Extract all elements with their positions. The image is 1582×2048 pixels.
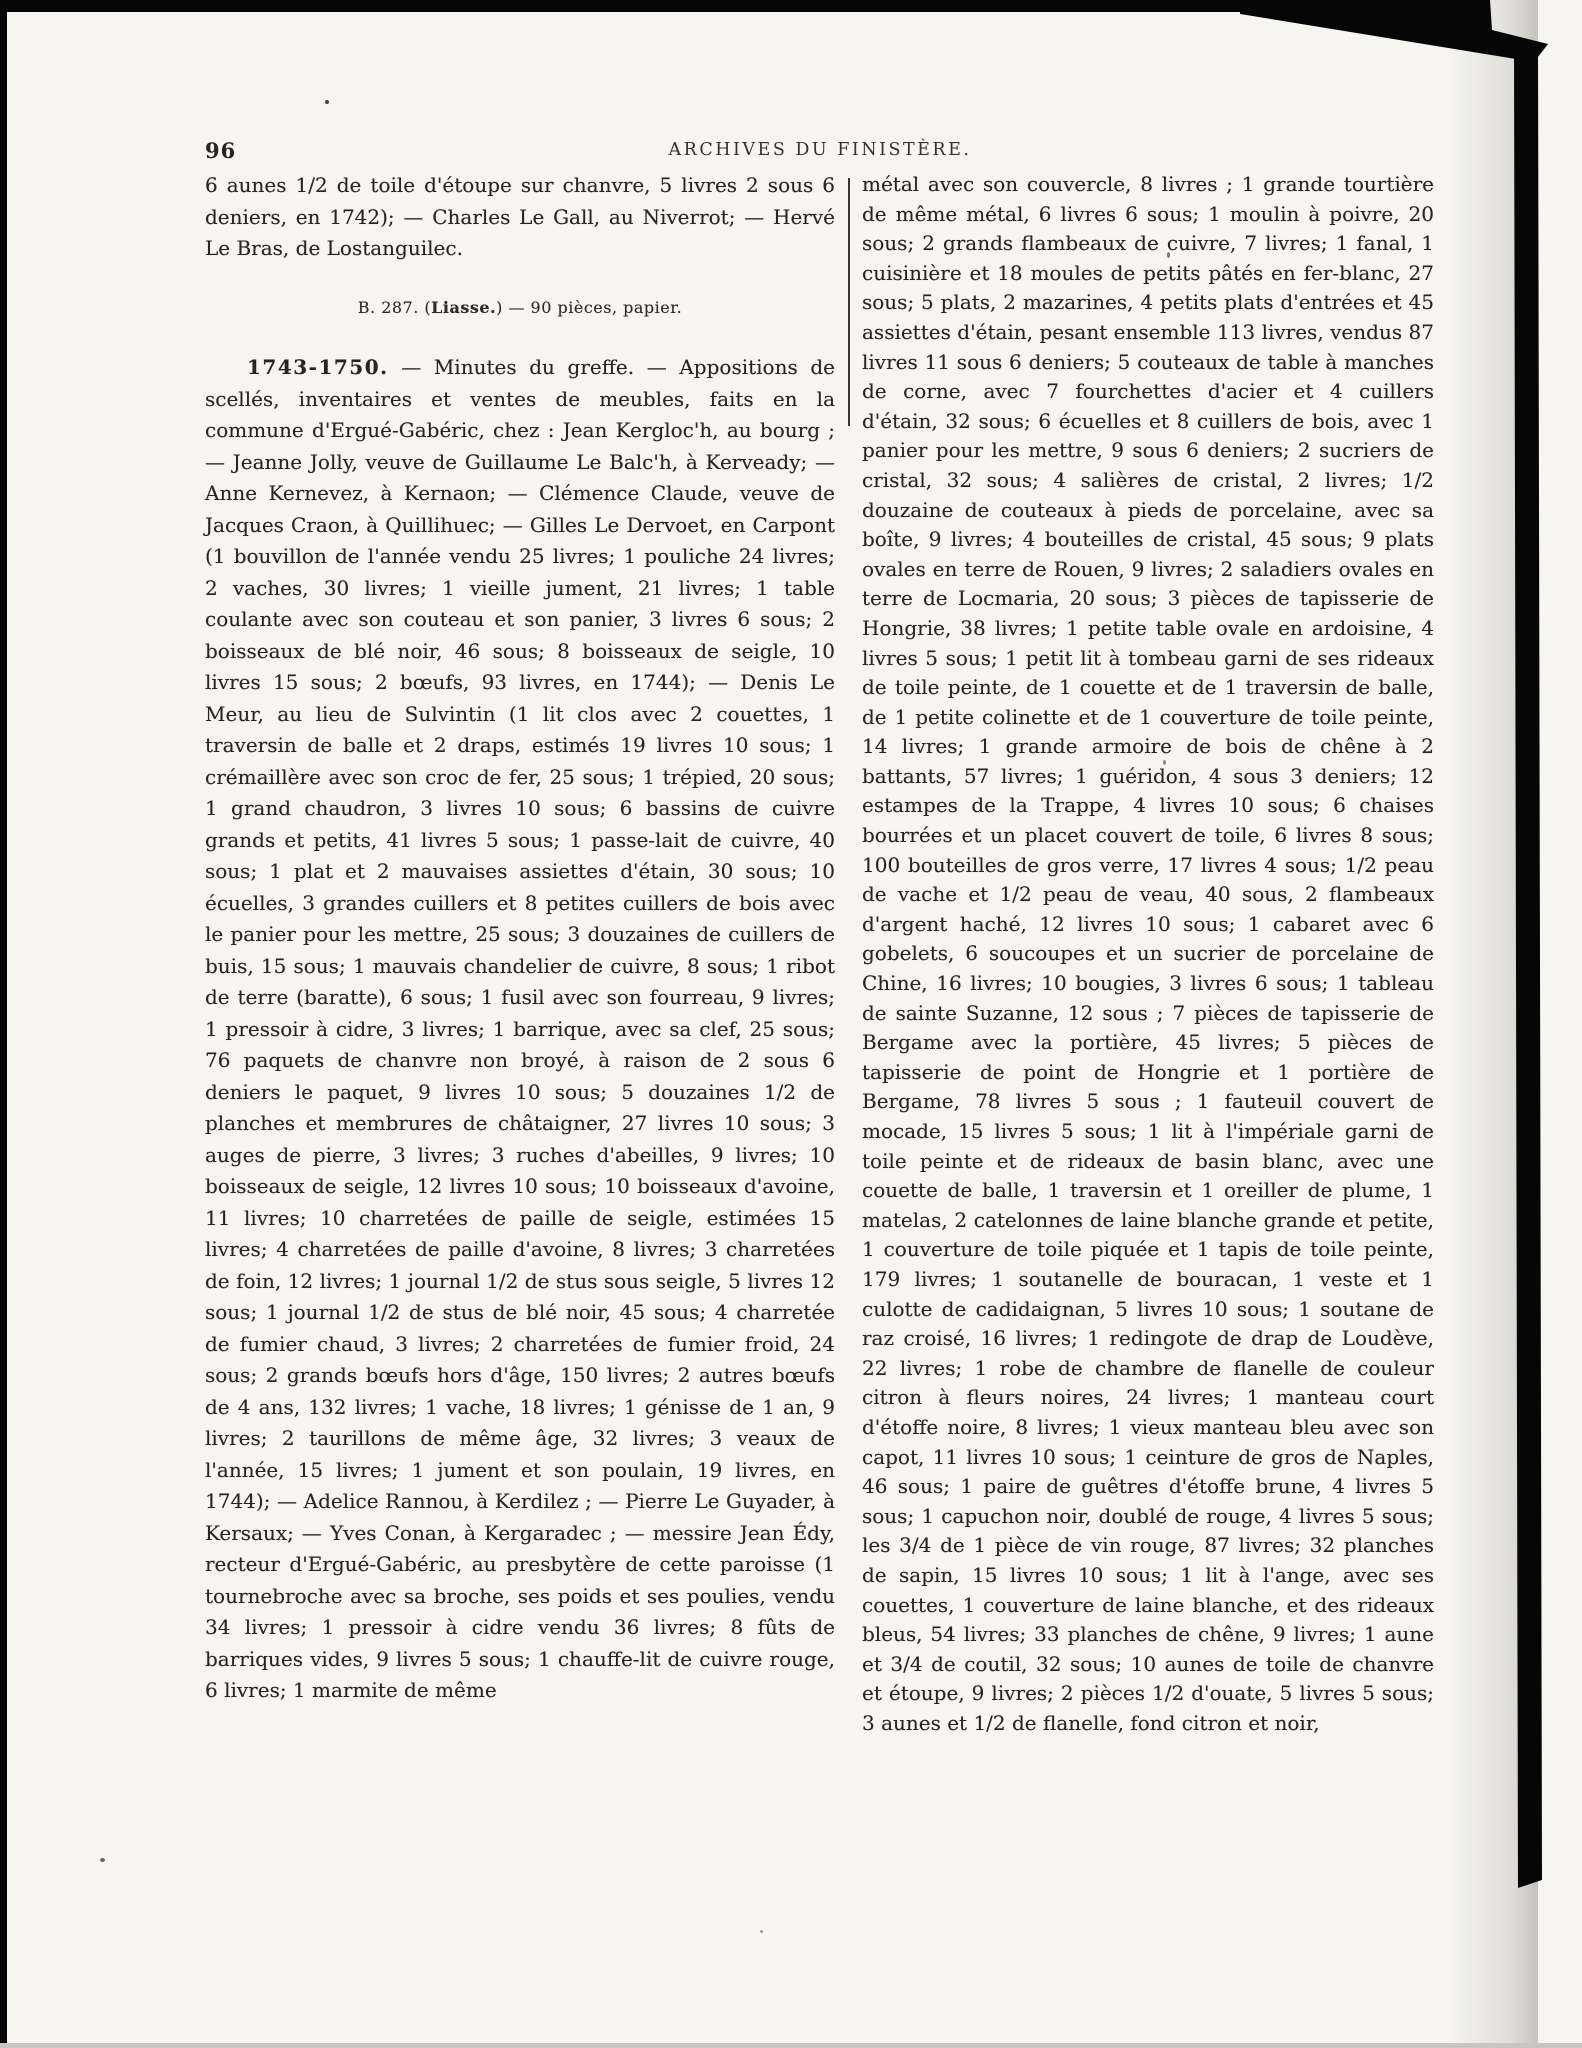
entry-body: — Minutes du greffe. — Appositions de scellés, inventaires et ventes de meubles, faits en la commune d'Ergué-Gabéric, chez : Jean Kergloc'h, au bourg ; — Jeanne Jolly, veuve de Guillaume Le Balc'h, à Kerveady; — Anne Kernevez, à Kernaon; — Clémence Claude, veuve de Jacques Craon, à Quillihuec; — Gilles Le Dervoet, en Carpont (1 bouvillon de l'année vendu 25 livres; 1 pouliche 24 livres; 2 vaches, 30 livres; 1 vieille jument, 21 livres; 1 table coulante avec son couteau et son panier, 3 livres 6 sous; 2 boisseaux de blé noir, 46 sous; 8 boisseaux de seigle, 10 livres 15 sous; 2 bœufs, 93 livres, en 1744); — Denis Le Meur, au lieu de Sulvintin (1 lit clos avec 2 couettes, 1 traversin de balle et 2 draps, estimés 19 livres 10 sous; 1 crémaillère avec son croc de fer, 25 sous; 1 trépied, 20 sous; 1 grand chaudron, 3 livres 10 sous; 6 bassins de cuivre grands et petits, 41 livres 5 sous; 1 passe-lait de cuivre, 40 sous; 1 plat et 2 mauvaises assiettes d'étain, 30 sous; 10 écuelles, 3 grandes cuillers et 8 petites cuillers de bois avec le panier pour les mettre, 25 sous; 3 douzaines de cuillers de buis, 15 sous; 1 mauvais chandelier de cuivre, 8 sous; 1 ribot de terre (baratte), 6 sous; 1 fusil avec son fourreau, 9 livres; 1 pressoir à cidre, 3 livres; 1 barrique, avec sa clef, 25 sous; 76 paquets de chanvre non broyé, à raison de 2 sous 6 deniers le paquet, 9 livres 10 sous; 5 douzaines 1/2 de planches et membrures de châtaigner, 27 livres 10 sous; 3 auges de pierre, 3 livres; 3 ruches d'abeilles, 9 livres; 10 boisseaux de seigle, 12 livres 10 sous; 10 boisseaux d'avoine, 11 livres; 10 charretées de paille de seigle, estimées 15 livres; 4 charretées de paille d'avoine, 8 livres; 3 charretées de foin, 12 livres; 1 journal 1/2 de stus sous seigle, 5 livres 12 sous; 1 journal 1/2 de stus de blé noir, 45 sous; 4 charretée de fumier chaud, 3 livres; 2 charretées de fumier froid, 24 sous; 2 grands bœufs hors d'âge, 150 livres; 2 autres bœufs de 4 ans, 132 livres; 1 vache, 18 livres; 1 génisse de 1 an, 9 livres; 2 taurillons de même âge, 32 livres; 3 veaux de l'année, 15 livres; 1 jument et son poulain, 19 livres, en 1744); — Adelice Rannou, à Kerdilez ; — Pierre Le Guyader, à Kersaux; — Yves Conan, à Kergaradec ; — messire Jean Édy, recteur d'Ergué-Gabéric, au presbytère de cette paroisse (1 tournebroche avec sa broche, ses poids et ses poulies, vendu 34 livres; 1 pressoir à cidre vendu 36 livres; 8 fûts de barriques vides, 9 livres 5 sous; 1 chauffe-lit de cuivre rouge, 6 livres; 1 marmite de même (205, 355, 835, 1702)
continuation-paragraph: 6 aunes 1/2 de toile d'étoupe sur chanvre, 5 livres 2 sous 6 deniers, en 1742); — Charles Le Gall, au Niverrot; — Hervé Le Bras, de Lostanguilec. (205, 173, 835, 260)
scan-speck (325, 100, 329, 104)
liasse-heading-label: Liasse. (431, 297, 497, 317)
entry-date: 1743-1750. (247, 355, 389, 379)
entry-paragraph (205, 352, 835, 1707)
scan-speck (100, 1858, 105, 1862)
entry-continuation-paragraph: métal avec son couvercle, 8 livres ; 1 grande tourtière de même métal, 6 livres 6 sous; 1 moulin à poivre, 20 sous; 2 grands flambeaux de cuivre, 7 livres; 1 fanal, 1 cuisinière et 18 moules de petits pâtés en fer-blanc, 27 sous; 5 plats, 2 mazarines, 4 petits plats d'entrées et 45 assiettes d'étain, pesant ensemble 113 livres, vendus 87 livres 11 sous 6 deniers; 5 couteaux de table à manches de corne, avec 7 fourchettes d'acier et 4 cuillers d'étain, 32 sous; 6 écuelles et 8 cuillers de bois, avec 1 panier pour les mettre, 9 sous 6 deniers; 2 sucriers de cristal, 32 sous; 4 salières de cristal, 2 livres; 1/2 douzaine de couteaux à pieds de porcelaine, avec sa boîte, 9 livres; 4 bouteilles de cristal, 45 sous; 9 plats ovales en terre de Rouen, 9 livres; 2 saladiers ovales en terre de Locmaria, 20 sous; 3 pièces de tapisserie de Hongrie, 38 livres; 1 petite table ovale en ardoisine, 4 livres 5 sous; 1 petit lit à tombeau garni de ses rideaux de toile peinte, de 1 couette et de 1 traversin de balle, de 1 petite colinette et de 1 couverture de toile peinte, 14 livres; 1 grande armoire de bois de chêne à 2 battants, 57 livres; 1 guéridon, 4 sous 3 deniers; 12 estampes de la Trappe, 4 livres 10 sous; 6 chaises bourrées et un placet couvert de toile, 6 livres 8 sous; 100 bouteilles de gros verre, 17 livres 4 sous; 1/2 peau de vache et 1/2 peau de veau, 40 sous, 2 flambeaux d'argent haché, 12 livres 10 sous; 1 cabaret avec 6 gobelets, 6 soucoupes et un sucrier de porcelaine de Chine, 16 livres; 10 bougies, 3 livres 6 sous; 1 tableau de sainte Suzanne, 12 sous ; 7 pièces de tapisserie de Bergame avec la portière, 45 livres; 5 pièces de tapisserie de point de Hongrie et 1 portière de Bergame, 78 livres 5 sous ; 1 fauteuil couvert de mocade, 15 livres 5 sous; 1 lit à l'impériale garni de toile peinte et de rideaux de basin blanc, avec une couette de balle, 1 traversin et 1 oreiller de plume, 1 matelas, 2 catelonnes de laine blanche grande et petite, 1 couverture de toile piquée et 1 tapis de toile peinte, 179 livres; 1 soutanelle de bouracan, 1 veste et 1 culotte de cadidaignan, 5 livres 10 sous; 1 soutane de raz croisé, 16 livres; 1 redingote de drap de Loudève, 22 livres; 1 robe de chambre de flanelle de couleur citron à fleurs noires, 24 livres; 1 manteau court d'étoffe noire, 8 livres; 1 vieux manteau bleu avec son capot, 11 livres 10 sous; 1 ceinture de gros de Naples, 46 sous; 1 paire de guêtres d'étoffe brune, 4 livres 5 sous; 1 capuchon noir, doublé de rouge, 4 livres 5 sous; les 3/4 de 1 pièce de vin rouge, 87 livres; 32 planches de sapin, 15 livres 10 sous; 1 lit à l'ange, avec ses couettes, 1 couverture de laine blanche, et des rideaux bleus, 54 livres; 33 planches de chêne, 9 livres; 1 aune et 3/4 de coutil, 32 sous; 10 aunes de toile de chanvre et étoupe, 9 livres; 2 pièces 1/2 d'ouate, 5 livres 5 sous; 3 aunes et 1/2 de flanelle, fond citron et noir, (862, 172, 1434, 1735)
liasse-heading-suffix: ) — 90 pièces, papier. (496, 297, 683, 317)
page-number: 96 (205, 138, 237, 163)
running-head (205, 138, 1435, 168)
column-divider-rule (848, 178, 850, 426)
liasse-heading-prefix: B. 287. ( (357, 297, 432, 317)
scan-speck (760, 1930, 763, 1933)
left-text-column (205, 170, 835, 1707)
right-text-column (862, 170, 1434, 1738)
page-gutter-shadow (1448, 0, 1538, 2048)
liasse-heading (205, 292, 835, 324)
page-header-title: ARCHIVES DU FINISTÈRE. (668, 140, 972, 160)
